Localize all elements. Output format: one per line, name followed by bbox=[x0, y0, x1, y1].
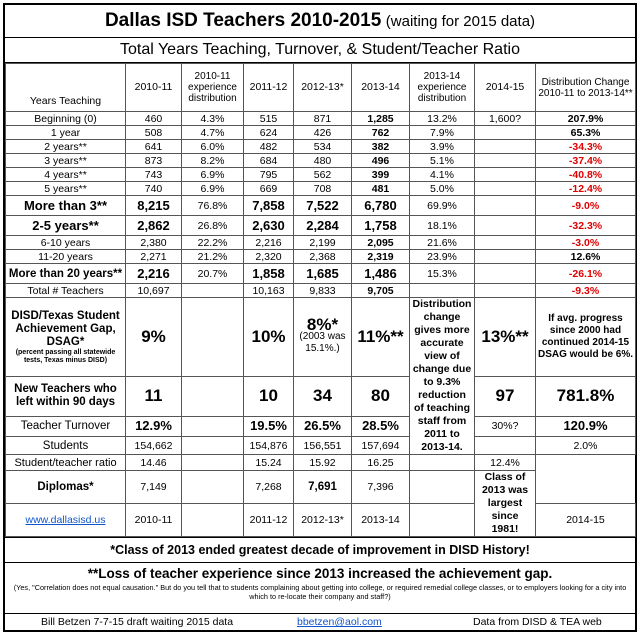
cell bbox=[475, 250, 536, 264]
cell: 7,691 bbox=[294, 471, 352, 504]
author-credit: Bill Betzen 7-7-15 draft waiting 2015 data bbox=[41, 616, 234, 628]
row-label: 11-20 years bbox=[6, 250, 126, 264]
header-dist2010: 2010-11 experience distribution bbox=[182, 64, 244, 112]
dsag-row bbox=[6, 298, 636, 377]
row-label: More than 20 years** bbox=[6, 264, 126, 284]
cell bbox=[182, 504, 244, 537]
cell: 2,216 bbox=[126, 264, 182, 284]
cell bbox=[475, 126, 536, 140]
cell: 5.1% bbox=[410, 154, 475, 168]
table-row bbox=[6, 216, 636, 236]
footnote-class-2013: *Class of 2013 ended greatest decade of improvement in DISD History! bbox=[5, 537, 635, 562]
cell: 762 bbox=[352, 126, 410, 140]
new-teachers-row bbox=[6, 377, 636, 417]
table-row bbox=[6, 154, 636, 168]
cell bbox=[475, 154, 536, 168]
cell: 76.8% bbox=[182, 196, 244, 216]
cell: 2014-15 bbox=[536, 504, 636, 537]
cell: 19.5% bbox=[244, 416, 294, 437]
dsag-2012-value: 8%* bbox=[306, 315, 339, 335]
cell: 2,862 bbox=[126, 216, 182, 236]
cell: 641 bbox=[126, 140, 182, 154]
credits-bar bbox=[5, 613, 635, 630]
row-label: 2-5 years** bbox=[6, 216, 126, 236]
cell: -34.3% bbox=[536, 140, 636, 154]
cell: 482 bbox=[244, 140, 294, 154]
cell: 13%** bbox=[475, 298, 536, 377]
cell: 207.9% bbox=[536, 112, 636, 126]
cell: 562 bbox=[294, 168, 352, 182]
table-row bbox=[6, 196, 636, 216]
cell bbox=[475, 264, 536, 284]
cell: 26.5% bbox=[294, 416, 352, 437]
cell: 154,662 bbox=[126, 437, 182, 455]
cell: 2010-11 bbox=[126, 504, 182, 537]
dallasisd-link[interactable] bbox=[6, 504, 126, 537]
cell: 97 bbox=[475, 377, 536, 417]
cell: 2,095 bbox=[352, 236, 410, 250]
cell: -9.0% bbox=[536, 196, 636, 216]
cell: 2013-14 bbox=[352, 504, 410, 537]
cell: 20.7% bbox=[182, 264, 244, 284]
row-label: New Teachers who left within 90 days bbox=[6, 377, 126, 417]
title-note: (waiting for 2015 data) bbox=[385, 13, 536, 30]
row-label: 1 year bbox=[6, 126, 126, 140]
cell bbox=[182, 416, 244, 437]
cell: 740 bbox=[126, 182, 182, 196]
cell: 12.4% bbox=[475, 455, 536, 471]
header-2013: 2013-14 bbox=[352, 64, 410, 112]
dsag-2012-note: (2003 was 15.1%.) bbox=[299, 331, 346, 355]
cell: 2,216 bbox=[244, 236, 294, 250]
cell: 496 bbox=[352, 154, 410, 168]
table-row bbox=[6, 168, 636, 182]
cell: 2,319 bbox=[352, 250, 410, 264]
cell: 7,858 bbox=[244, 196, 294, 216]
cell: 80 bbox=[352, 377, 410, 417]
cell: 10 bbox=[244, 377, 294, 417]
cell: 1,858 bbox=[244, 264, 294, 284]
cell: 65.3% bbox=[536, 126, 636, 140]
footnote-experience-note: (Yes, "Correlation does not equal causation." But do you tell that to students complaining about getting into college, or required remedial college classes, or to employers looking for a city into which to re-locate their company and staff?) bbox=[13, 583, 627, 601]
cell: 34 bbox=[294, 377, 352, 417]
row-label: Beginning (0) bbox=[6, 112, 126, 126]
table-row bbox=[6, 140, 636, 154]
header-dist2013: 2013-14 experience distribution bbox=[410, 64, 475, 112]
row-label: 6-10 years bbox=[6, 236, 126, 250]
row-label: 3 years** bbox=[6, 154, 126, 168]
cell bbox=[475, 140, 536, 154]
cell: 156,551 bbox=[294, 437, 352, 455]
cell: 795 bbox=[244, 168, 294, 182]
cell: 669 bbox=[244, 182, 294, 196]
cell bbox=[475, 182, 536, 196]
cell bbox=[182, 377, 244, 417]
header-change: Distribution Change 2010-11 to 2013-14** bbox=[536, 64, 636, 112]
page-subtitle: Total Years Teaching, Turnover, & Student/Teacher Ratio bbox=[5, 38, 635, 63]
cell: 382 bbox=[352, 140, 410, 154]
cell: 14.46 bbox=[126, 455, 182, 471]
cell: 21.2% bbox=[182, 250, 244, 264]
row-label: More than 3** bbox=[6, 196, 126, 216]
cell: -37.4% bbox=[536, 154, 636, 168]
data-source: Data from DISD & TEA web bbox=[473, 616, 602, 628]
cell: 11 bbox=[126, 377, 182, 417]
cell: 7,396 bbox=[352, 471, 410, 504]
cell bbox=[410, 471, 475, 504]
cell: 1,285 bbox=[352, 112, 410, 126]
cell: 10,163 bbox=[244, 284, 294, 298]
years-row bbox=[6, 504, 636, 537]
row-label: Total # Teachers bbox=[6, 284, 126, 298]
cell: -40.8% bbox=[536, 168, 636, 182]
cell: 7,149 bbox=[126, 471, 182, 504]
cell bbox=[475, 216, 536, 236]
cell bbox=[475, 284, 536, 298]
dsag-label-note: (percent passing all statewide tests, Texas minus DISD) bbox=[15, 348, 116, 364]
cell: 22.2% bbox=[182, 236, 244, 250]
header-2012: 2012-13* bbox=[294, 64, 352, 112]
cell: 1,685 bbox=[294, 264, 352, 284]
diplomas-row bbox=[6, 471, 636, 504]
row-label: 2 years** bbox=[6, 140, 126, 154]
diplomas-note: Class of 2013 was largest since 1981! bbox=[475, 471, 536, 537]
cell: 2,630 bbox=[244, 216, 294, 236]
cell bbox=[410, 284, 475, 298]
progress-note: If avg. progress since 2000 had continued 2014-15 DSAG would be 6%. bbox=[536, 298, 636, 377]
cell: 1,600? bbox=[475, 112, 536, 126]
cell: 871 bbox=[294, 112, 352, 126]
cell bbox=[182, 437, 244, 455]
cell: 2,368 bbox=[294, 250, 352, 264]
cell bbox=[475, 236, 536, 250]
cell: 10,697 bbox=[126, 284, 182, 298]
cell: 4.3% bbox=[182, 112, 244, 126]
cell: 2,199 bbox=[294, 236, 352, 250]
cell: 426 bbox=[294, 126, 352, 140]
cell: 15.3% bbox=[410, 264, 475, 284]
cell: 2012-13* bbox=[294, 504, 352, 537]
header-2014: 2014-15 bbox=[475, 64, 536, 112]
cell bbox=[182, 471, 244, 504]
teacher-table bbox=[5, 63, 636, 537]
cell: 684 bbox=[244, 154, 294, 168]
cell: 7,268 bbox=[244, 471, 294, 504]
cell: 480 bbox=[294, 154, 352, 168]
cell: 30%? bbox=[475, 416, 536, 437]
cell: 8.2% bbox=[182, 154, 244, 168]
header-2011: 2011-12 bbox=[244, 64, 294, 112]
cell: 624 bbox=[244, 126, 294, 140]
table-row bbox=[6, 112, 636, 126]
cell: -12.4% bbox=[536, 182, 636, 196]
cell bbox=[475, 168, 536, 182]
cell: 2.0% bbox=[536, 437, 636, 455]
table-row bbox=[6, 264, 636, 284]
cell: 23.9% bbox=[410, 250, 475, 264]
cell: 6.9% bbox=[182, 168, 244, 182]
row-label: Diplomas* bbox=[6, 471, 126, 504]
cell: 12.9% bbox=[126, 416, 182, 437]
dsag-label bbox=[6, 298, 126, 377]
dallasisd-link-text[interactable]: www.dallasisd.us bbox=[25, 514, 106, 526]
cell: 460 bbox=[126, 112, 182, 126]
row-label: Students bbox=[6, 437, 126, 455]
email-link[interactable]: bbetzen@aol.com bbox=[297, 616, 382, 628]
students-row bbox=[6, 437, 636, 455]
cell: 12.6% bbox=[536, 250, 636, 264]
cell: 7.9% bbox=[410, 126, 475, 140]
cell: -9.3% bbox=[536, 284, 636, 298]
cell: 873 bbox=[126, 154, 182, 168]
cell: 534 bbox=[294, 140, 352, 154]
cell: 154,876 bbox=[244, 437, 294, 455]
cell: 15.92 bbox=[294, 455, 352, 471]
cell: 6.0% bbox=[182, 140, 244, 154]
distribution-note: Distribution change gives more accurate view of change due to 9.3% reduction of teaching staff from 2011 to 2013-14. bbox=[410, 298, 475, 455]
cell: 8,215 bbox=[126, 196, 182, 216]
cell: 6,780 bbox=[352, 196, 410, 216]
header-row bbox=[6, 64, 636, 112]
cell: 21.6% bbox=[410, 236, 475, 250]
cell: 2,380 bbox=[126, 236, 182, 250]
cell: 10% bbox=[244, 298, 294, 377]
footnote-experience-title: **Loss of teacher experience since 2013 increased the achievement gap. bbox=[87, 566, 553, 581]
cell: 2011-12 bbox=[244, 504, 294, 537]
cell: -3.0% bbox=[536, 236, 636, 250]
table-row bbox=[6, 250, 636, 264]
cell: 3.9% bbox=[410, 140, 475, 154]
cell bbox=[475, 437, 536, 455]
ratio-row bbox=[6, 455, 636, 471]
cell: 2,271 bbox=[126, 250, 182, 264]
cell: 708 bbox=[294, 182, 352, 196]
turnover-row bbox=[6, 416, 636, 437]
cell: 18.1% bbox=[410, 216, 475, 236]
table-row bbox=[6, 126, 636, 140]
table-row bbox=[6, 236, 636, 250]
cell: 515 bbox=[244, 112, 294, 126]
cell: 9,705 bbox=[352, 284, 410, 298]
cell: 6.9% bbox=[182, 182, 244, 196]
cell: 1,486 bbox=[352, 264, 410, 284]
cell: 16.25 bbox=[352, 455, 410, 471]
cell: 157,694 bbox=[352, 437, 410, 455]
cell: 5.0% bbox=[410, 182, 475, 196]
row-label: Teacher Turnover bbox=[6, 416, 126, 437]
header-2010: 2010-11 bbox=[126, 64, 182, 112]
cell: 508 bbox=[126, 126, 182, 140]
cell: 2,284 bbox=[294, 216, 352, 236]
cell: -32.3% bbox=[536, 216, 636, 236]
cell: -26.1% bbox=[536, 264, 636, 284]
cell: 7,522 bbox=[294, 196, 352, 216]
cell: 2,320 bbox=[244, 250, 294, 264]
cell: 399 bbox=[352, 168, 410, 182]
row-label: Student/teacher ratio bbox=[6, 455, 126, 471]
cell: 11%** bbox=[352, 298, 410, 377]
cell: 481 bbox=[352, 182, 410, 196]
page-title bbox=[5, 5, 635, 38]
cell: 120.9% bbox=[536, 416, 636, 437]
cell: 28.5% bbox=[352, 416, 410, 437]
table-row bbox=[6, 182, 636, 196]
report-sheet bbox=[3, 3, 637, 632]
cell: 13.2% bbox=[410, 112, 475, 126]
cell: 9,833 bbox=[294, 284, 352, 298]
cell: 15.24 bbox=[244, 455, 294, 471]
table-row bbox=[6, 284, 636, 298]
cell bbox=[182, 455, 244, 471]
cell bbox=[410, 504, 475, 537]
cell bbox=[410, 455, 475, 471]
dsag-label-text: DISD/Texas Student Achievement Gap, DSAG* bbox=[11, 309, 120, 348]
cell: 69.9% bbox=[410, 196, 475, 216]
cell bbox=[475, 196, 536, 216]
title-main: Dallas ISD Teachers 2010-2015 bbox=[104, 10, 382, 31]
cell bbox=[182, 298, 244, 377]
cell: 781.8% bbox=[536, 377, 636, 417]
cell: 9% bbox=[126, 298, 182, 377]
cell: 1,758 bbox=[352, 216, 410, 236]
cell bbox=[182, 284, 244, 298]
row-label: 5 years** bbox=[6, 182, 126, 196]
cell bbox=[294, 298, 352, 377]
cell: 26.8% bbox=[182, 216, 244, 236]
footnote-experience bbox=[5, 562, 635, 604]
header-years-teaching: Years Teaching bbox=[6, 64, 126, 112]
row-label: 4 years** bbox=[6, 168, 126, 182]
cell: 743 bbox=[126, 168, 182, 182]
cell: 4.7% bbox=[182, 126, 244, 140]
cell: 4.1% bbox=[410, 168, 475, 182]
